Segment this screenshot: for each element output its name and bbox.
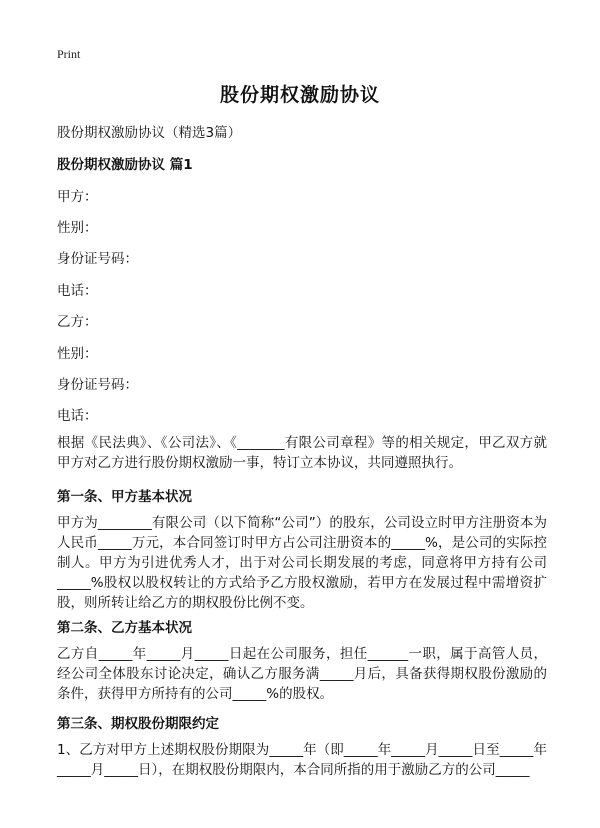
article2-heading: 第二条、乙方基本状况 (57, 620, 192, 636)
party-b-label: 乙方： (57, 314, 98, 330)
party-a-phone: 电话： (57, 283, 98, 299)
article1-heading: 第一条、甲方基本状况 (57, 489, 192, 505)
intro-paragraph: 根据《民法典》、《公司法》、《_______有限公司章程》等的相关规定，甲乙双方就甲方对乙方进行股份期权激励一事，特订立本协议，共同遵照执行。 (57, 435, 547, 471)
article3-heading: 第三条、期权股份期限约定 (57, 716, 219, 732)
party-b-gender: 性别： (57, 346, 98, 362)
party-b-id: 身份证号码： (57, 377, 138, 393)
party-a-label: 甲方： (57, 189, 98, 205)
party-b-phone: 电话： (57, 408, 98, 424)
document-title: 股份期权激励协议 (219, 84, 380, 106)
party-a-id: 身份证号码： (57, 251, 138, 267)
party-a-gender: 性别： (57, 220, 98, 236)
document-subtitle: 股份期权激励协议（精选3篇） (57, 125, 242, 141)
article2-body: 乙方自_____年_____月_____日起在公司服务，担任______一职，属于高管人员，经公司全体股东讨论决定，确认乙方服务满_____月后，具备获得期权股份激励的条件，获得甲方所持有的公司_____%的股权。 (57, 646, 547, 702)
article1-body: 甲方为________有限公司（以下简称“公司”）的股东，公司设立时甲方注册资本为人民币_____万元，本合同签订时甲方占公司注册资本的_____%，是公司的实际控制人。甲方为引进优秀人才，出于对公司长期发展的考虑，同意将甲方持有公司_____%股权以股权转让的方式给予乙方股权激励，若甲方在发展过程中需增资扩股，则所转让给乙方的期权股份比例不变。 (57, 515, 547, 611)
article3-body: 1、乙方对甲方上述期权股份期限为_____年（即_____年_____月_____日至_____年_____月_____日），在期权股份期限内，本合同所指的用于激励乙方的公司_____ (57, 742, 547, 778)
print-label: Print (57, 47, 81, 61)
part-heading: 股份期权激励协议 篇1 (57, 157, 193, 173)
